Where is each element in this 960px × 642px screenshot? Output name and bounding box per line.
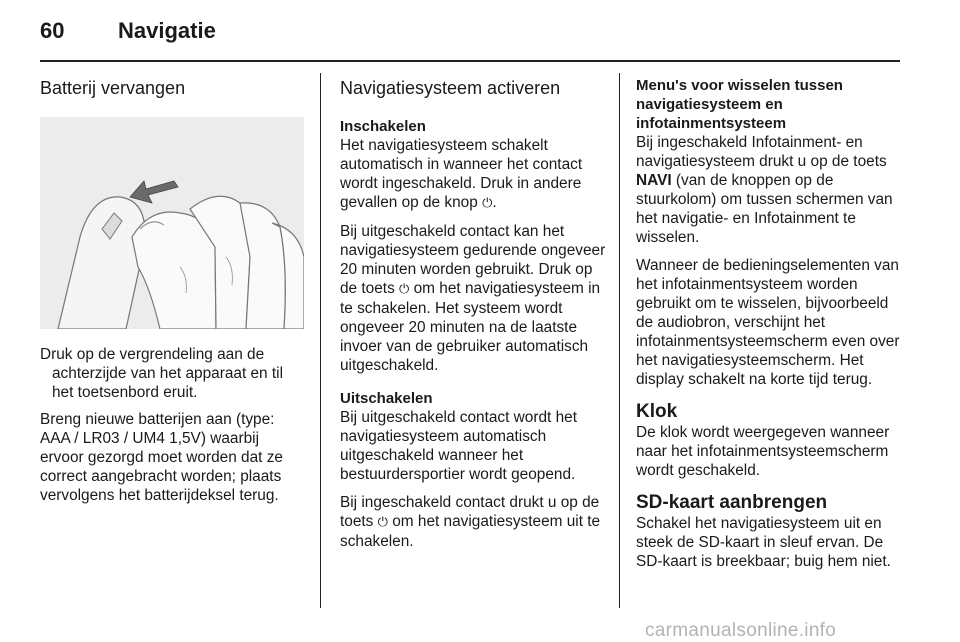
battery-step-2: Breng nieuwe batterijen aan (type: AAA / LR03 / UM4 1,5V) waarbij ervoor gezorgd moet worden dat ze correct aangebracht worden; plaats vervolgens het batterijdeksel terug. (40, 411, 283, 504)
navi-key-label: NAVI (636, 172, 672, 189)
paragraph-switch-off-2 (340, 493, 606, 551)
power-icon: ⏻ (482, 196, 493, 211)
text-segment: Bij ingeschakeld Infotainment- en navigatiesysteem drukt u op de toets (636, 134, 887, 170)
subheading-switch-off: Uitschakelen (340, 390, 433, 407)
text-segment: om het navigatiesysteem in te schakelen. Het systeem wordt ongeveer 20 minuten na de laatste invoer van de gebruiker automatisch uitgeschakeld. (340, 280, 601, 374)
paragraph-switch-off-1: Bij uitgeschakeld contact wordt het navigatiesysteem automatisch uitgeschakeld wanneer het bestuurdersportier wordt geopend. (340, 409, 577, 483)
hand-pressing-device-illustration (40, 117, 304, 329)
text-segment: . (492, 194, 497, 211)
page-number: 60 (40, 18, 65, 43)
power-icon: ⏻ (377, 515, 388, 530)
column-switching (636, 76, 904, 580)
text-segment: Het navigatiesysteem schakelt automatisch in wanneer het contact wordt ingeschakeld. Druk in andere gevallen op de knop (340, 137, 583, 211)
subheading-menus: Menu's voor wisselen tussen navigatiesysteem en infotainmentsysteem (636, 77, 843, 132)
paragraph-sd-card: Schakel het navigatiesysteem uit en steek de SD-kaart in sleuf ervan. De SD-kaart is breekbaar; buig hem niet. (636, 515, 891, 570)
column-activate (340, 76, 606, 560)
text-segment: om het navigatiesysteem uit te schakelen. (340, 513, 601, 550)
section-heading-sd-card: SD-kaart aanbrengen (636, 492, 828, 513)
text-segment: Bij uitgeschakeld contact kan het navigatiesysteem gedurende ongeveer 20 minuten worden gebruikt. Druk op de toets (340, 223, 606, 297)
paragraph-switch-on-2 (340, 222, 606, 375)
power-icon: ⏻ (399, 282, 410, 297)
page-header (0, 0, 960, 62)
paragraph-menus-1 (636, 133, 904, 247)
section-heading-activate: Navigatiesysteem activeren (340, 78, 561, 98)
column-divider (320, 73, 321, 608)
column-divider (619, 73, 620, 608)
text-segment: Bij ingeschakeld contact drukt u op de toets (340, 494, 600, 530)
paragraph-menus-2: Wanneer de bedieningselementen van het infotainmentsysteem worden gebruikt om te wisselen, bijvoorbeeld de audiobron, verschijnt het infotainmentsysteemscherm even over het navigatiesysteemscherm. Het display schakelt na korte tijd terug. (636, 257, 900, 388)
text-segment: (van de knoppen op de stuurkolom) om tussen schermen van het navigatie- en Infotainment te wisselen. (636, 172, 893, 246)
section-heading-battery: Batterij vervangen (40, 78, 186, 98)
watermark: carmanualsonline.info (645, 620, 837, 641)
header-rule (40, 60, 900, 62)
subheading-switch-on: Inschakelen (340, 118, 426, 135)
battery-step-1: Druk op de vergrendeling aan de achterzijde van het apparaat en til het toetsenbord eruit. (40, 346, 284, 401)
section-heading-clock: Klok (636, 401, 678, 422)
chapter-title: Navigatie (118, 18, 216, 43)
paragraph-clock: De klok wordt weergegeven wanneer naar het infotainmentsysteemscherm wordt geschakeld. (636, 424, 890, 479)
paragraph-switch-on-1 (340, 136, 606, 213)
column-battery (40, 76, 306, 514)
